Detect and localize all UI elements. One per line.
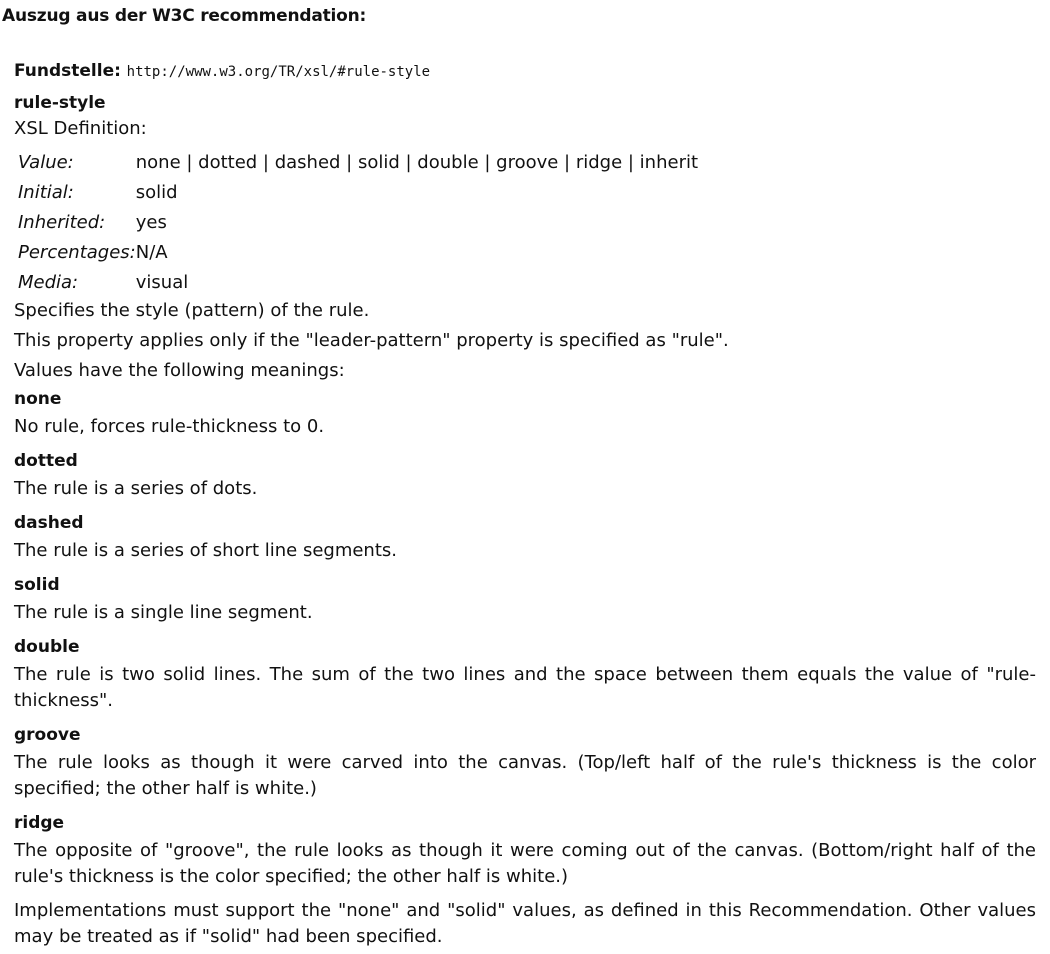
- definition-value: N/A: [135, 242, 168, 263]
- xsl-definition-label: XSL Definition:: [14, 118, 147, 139]
- definition-row-percentages: [18, 238, 698, 268]
- value-term: solid: [14, 575, 60, 595]
- definition-row-inherited: [18, 208, 698, 238]
- meanings-intro: Values have the following meanings:: [14, 360, 345, 381]
- source-url: http://www.w3.org/TR/xsl/#rule-style: [126, 64, 431, 80]
- value-description: The rule is a series of dots.: [14, 478, 258, 499]
- property-name: rule-style: [14, 93, 106, 113]
- definition-row-media: [18, 268, 698, 298]
- definition-key: Percentages:: [18, 242, 136, 263]
- definition-value: none | dotted | dashed | solid | double | groove | ridge | inherit: [135, 152, 699, 173]
- definition-key: Inherited:: [18, 212, 106, 233]
- definition-value: solid: [135, 182, 178, 203]
- value-item-solid: [14, 574, 1036, 626]
- definition-key: Media:: [18, 272, 79, 293]
- definition-value: yes: [135, 212, 167, 233]
- definition-value: visual: [135, 272, 189, 293]
- value-item-groove: [14, 724, 1036, 802]
- definition-table: [18, 148, 698, 298]
- value-term: groove: [14, 725, 81, 745]
- value-description: No rule, forces rule-thickness to 0.: [14, 416, 325, 437]
- value-item-dashed: [14, 512, 1036, 564]
- value-description: The rule looks as though it were carved into the canvas. (Top/left half of the rule's thickness is the color specified; the other half is white.): [14, 752, 1036, 799]
- applicability-paragraph: This property applies only if the "leader-pattern" property is specified as "rule".: [14, 330, 729, 351]
- value-list: [14, 388, 1036, 890]
- value-description: The rule is a single line segment.: [14, 602, 313, 623]
- value-description: The rule is a series of short line segments.: [14, 540, 397, 561]
- value-item-ridge: [14, 812, 1036, 890]
- value-item-double: [14, 636, 1036, 714]
- value-item-none: [14, 388, 1036, 440]
- value-term: none: [14, 389, 62, 409]
- page-heading: Auszug aus der W3C recommendation:: [2, 6, 367, 26]
- value-description: The opposite of "groove", the rule looks as though it were coming out of the canvas. (Bottom/right half of the rule's thickness is the color specified; the other half is white.): [14, 840, 1036, 887]
- source-reference: [14, 58, 1036, 86]
- value-term: dashed: [14, 513, 84, 533]
- value-term: double: [14, 637, 80, 657]
- definition-key: Initial:: [18, 182, 74, 203]
- value-term: dotted: [14, 451, 78, 471]
- description-paragraph: Specifies the style (pattern) of the rule.: [14, 300, 370, 321]
- value-item-dotted: [14, 450, 1036, 502]
- value-term: ridge: [14, 813, 65, 833]
- content: [14, 58, 1036, 950]
- definition-key: Value:: [18, 152, 74, 173]
- source-label: Fundstelle:: [14, 61, 121, 81]
- definition-row-initial: [18, 178, 698, 208]
- definition-row-value: [18, 148, 698, 178]
- value-description: The rule is two solid lines. The sum of the two lines and the space between them equals the value of "rule-thickness".: [14, 664, 1036, 711]
- implementation-note: Implementations must support the "none" and "solid" values, as defined in this Recommendation. Other values may be treated as if "solid" had been specified.: [14, 900, 1036, 947]
